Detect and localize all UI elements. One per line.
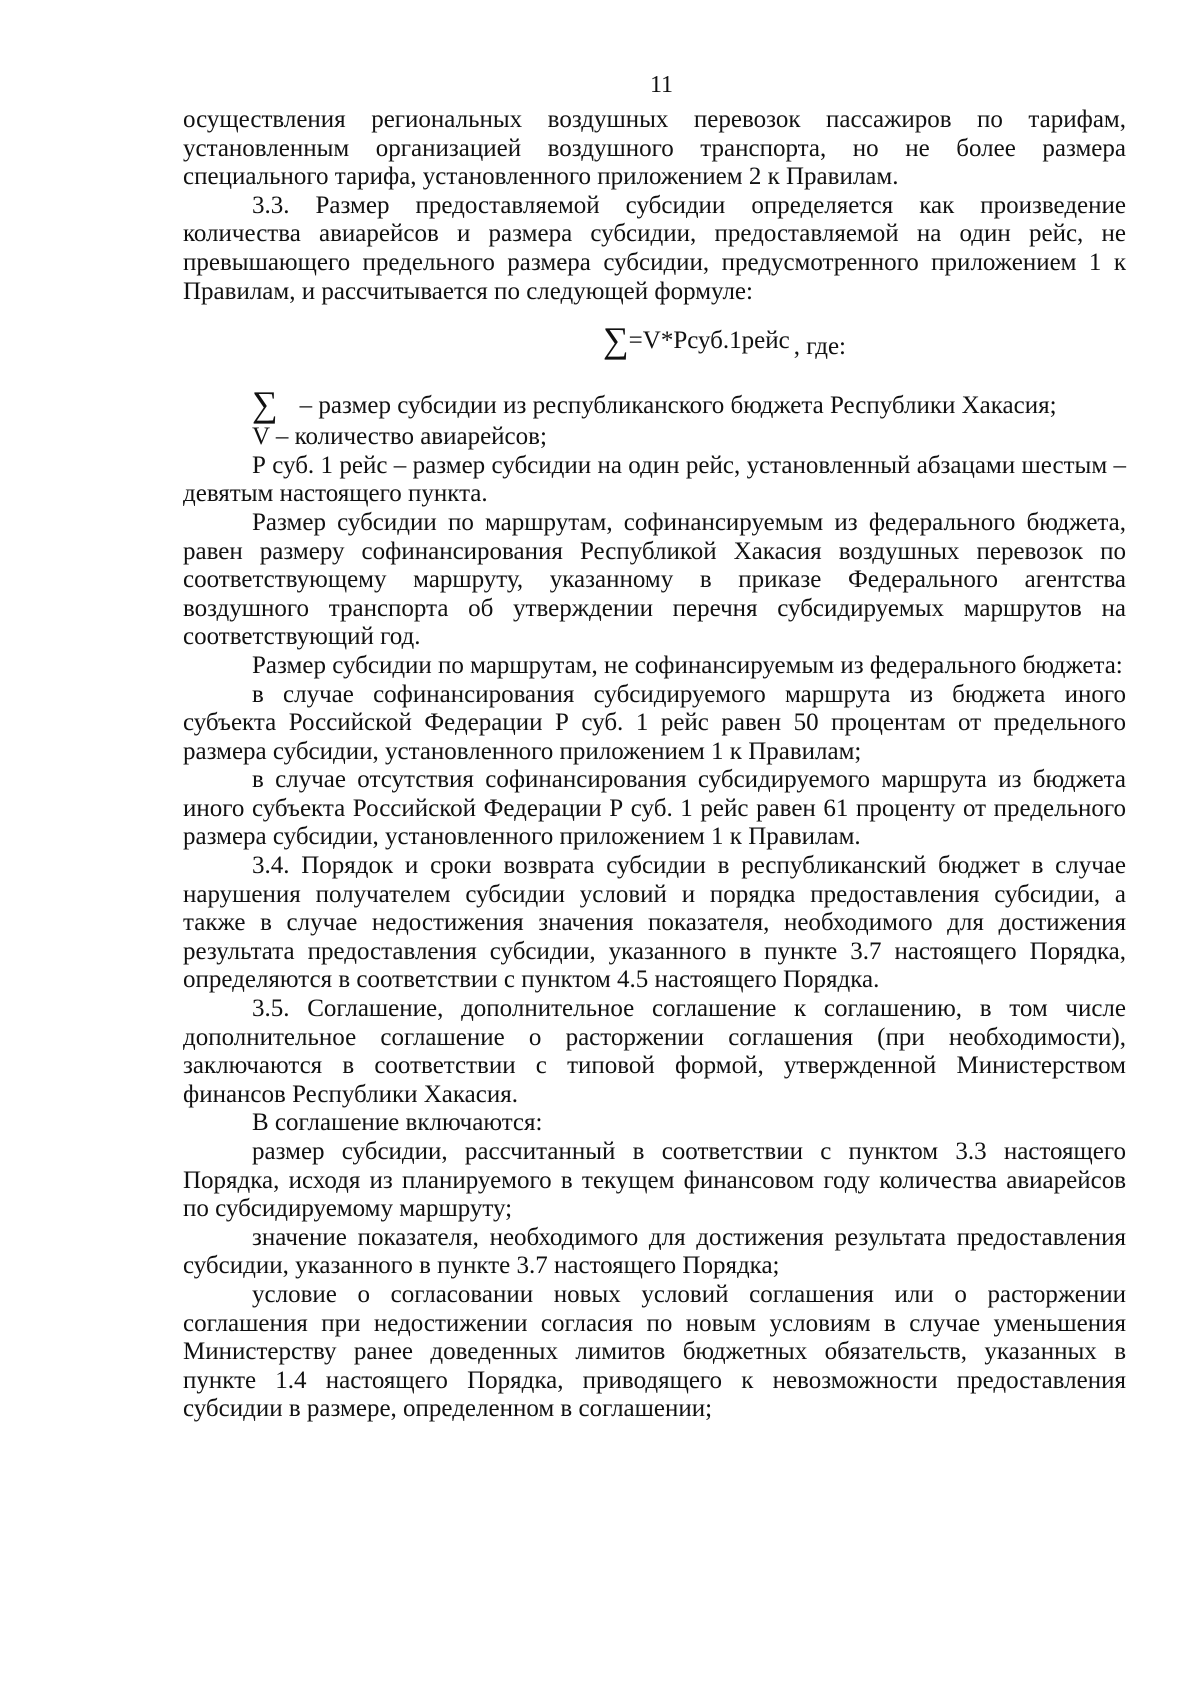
definition-v: V – количество авиарейсов; <box>252 423 547 451</box>
sigma-symbol-definition: ∑ <box>252 384 278 425</box>
subsidy-formula <box>183 320 1126 367</box>
page-number: 11 <box>649 72 674 98</box>
definition-sigma <box>183 384 1126 425</box>
definition-p: Р суб. 1 рейс – размер субсидии на один рейс, установленный абзацами шестым – девятым настоящего пункта. <box>183 451 1126 508</box>
paragraph-case-cofinancing: в случае софинансирования субсидируемого маршрута из бюджета иного субъекта Российской Федерации Р суб. 1 рейс равен 50 процентам от предельного размера субсидии, установленного приложением 1 к Правилам; <box>183 680 1126 765</box>
paragraph-case-no-cofinancing: в случае отсутствия софинансирования субсидируемого маршрута из бюджета иного субъекта Российской Федерации Р суб. 1 рейс равен 61 проценту от предельного размера субсидии, установленного приложением 1 к Правилам. <box>183 766 1126 851</box>
paragraph-3-4: 3.4. Порядок и сроки возврата субсидии в республиканский бюджет в случае нарушения получателем субсидии условий и порядка предоставления субсидии, а также в случае недостижения значения показателя, необходимого для достижения результата предоставления субсидии, указанного в пункте 3.7 настоящего Порядка, определяются в соответствии с пунктом 4.5 настоящего Порядка. <box>183 852 1126 994</box>
paragraph-not-cofinanced: Размер субсидии по маршрутам, не софинансируемым из федерального бюджета: <box>252 651 1123 679</box>
paragraph-3-5: 3.5. Соглашение, дополнительное соглашение к соглашению, в том числе дополнительное соглашение о расторжении соглашения (при необходимости), заключаются в соответствии с типовой формой, утвержденной Министерством финансов Республики Хакасия. <box>183 995 1126 1108</box>
document-page <box>183 70 1126 1424</box>
sigma-symbol: ∑ <box>603 320 629 361</box>
paragraph-federal-cofinanced: Размер субсидии по маршрутам, софинансируемым из федерального бюджета, равен размеру софинансирования Республикой Хакасия воздушных перевозок по соответствующему маршруту, указанному в приказе Федерального агентства воздушного транспорта об утверждении перечня субсидируемых маршрутов на соответствующий год. <box>183 508 1126 651</box>
paragraph-new-conditions: условие о согласовании новых условий соглашения или о расторжении соглашения при недостижении согласия по новым условиям в случае уменьшения Министерству ранее доведенных лимитов бюджетных обязательств, указанных в пункте 1.4 настоящего Порядка, приводящего к невозможности предоставления субсидии в размере, определенном в соглашении; <box>183 1280 1126 1423</box>
paragraph-subsidy-size: размер субсидии, рассчитанный в соответствии с пунктом 3.3 настоящего Порядка, исходя из планируемого в текущем финансовом году количества авиарейсов по субсидируемому маршруту; <box>183 1138 1126 1223</box>
definition-sigma-text: – размер субсидии из республиканского бюджета Республики Хакасия; <box>299 392 1057 420</box>
formula-body: =V*Рсуб.1рейс <box>628 327 790 355</box>
paragraph-continuation: осуществления региональных воздушных перевозок пассажиров по тарифам, установленным организацией воздушного транспорта, но не более размера специального тарифа, установленного приложением 2 к Правилам. <box>183 106 1126 191</box>
paragraph-indicator-value: значение показателя, необходимого для достижения результата предоставления субсидии, указанного в пункте 3.7 настоящего Порядка; <box>183 1223 1126 1280</box>
paragraph-3-3: 3.3. Размер предоставляемой субсидии определяется как произведение количества авиарейсов и размера субсидии, предоставляемой на один рейс, не превышающего предельного размера субсидии, предусмотренного приложением 1 к Правилам, и рассчитывается по следующей формуле: <box>183 191 1126 305</box>
formula-tail: , где: <box>793 333 846 361</box>
paragraph-agreement-includes: В соглашение включаются: <box>252 1109 543 1137</box>
